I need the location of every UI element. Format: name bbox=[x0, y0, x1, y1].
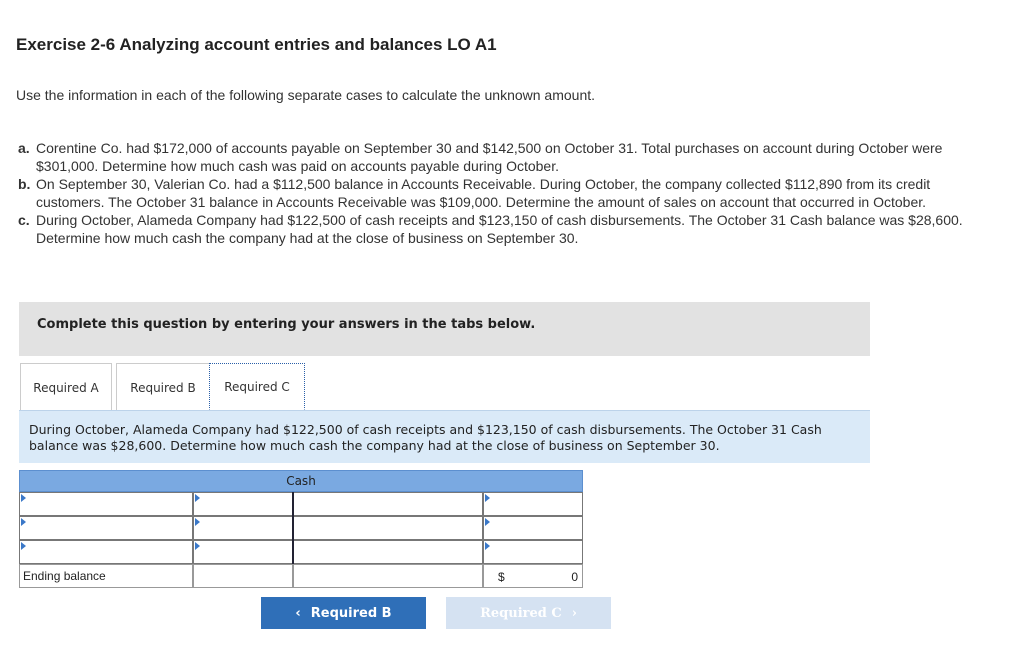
case-item bbox=[18, 175, 968, 211]
ending-balance-value bbox=[483, 564, 583, 588]
dropdown-icon bbox=[485, 542, 490, 550]
prev-required-b-button[interactable] bbox=[261, 597, 426, 629]
next-required-c-button[interactable] bbox=[446, 597, 611, 629]
ending-balance-row bbox=[19, 564, 583, 588]
instruction-text: Complete this question by entering your answers in the tabs below. bbox=[37, 317, 536, 332]
tab-required-a[interactable]: Required A bbox=[20, 363, 112, 411]
dropdown-icon bbox=[195, 494, 200, 502]
case-item bbox=[18, 211, 968, 247]
credit-label-input[interactable] bbox=[293, 516, 483, 540]
dropdown-icon bbox=[485, 518, 490, 526]
intro-text: Use the information in each of the following separate cases to calculate the unknown amount. bbox=[16, 87, 596, 103]
dropdown-icon bbox=[195, 542, 200, 550]
dropdown-icon bbox=[21, 518, 26, 526]
case-item bbox=[18, 139, 968, 175]
debit-label-input[interactable] bbox=[19, 516, 193, 540]
ending-credit-empty bbox=[293, 564, 483, 588]
ending-balance-label: Ending balance bbox=[19, 564, 193, 588]
debit-amount-input[interactable] bbox=[193, 540, 293, 564]
case-text: On September 30, Valerian Co. had a $112,500 balance in Accounts Receivable. During October, the company collected $112,890 from its credit customers. The October 31 balance in Accounts Receivable was $109,000. Determine the amount of sales on account that occurred in October. bbox=[36, 176, 931, 210]
debit-label-input[interactable] bbox=[19, 540, 193, 564]
case-label: a. bbox=[18, 140, 30, 156]
dropdown-icon bbox=[21, 542, 26, 550]
t-account-row bbox=[19, 540, 583, 564]
t-account-row bbox=[19, 516, 583, 540]
debit-amount-input[interactable] bbox=[193, 516, 293, 540]
t-account-divider bbox=[292, 492, 294, 516]
instruction-banner bbox=[19, 302, 870, 356]
t-account-divider bbox=[292, 540, 294, 564]
case-label: b. bbox=[18, 176, 31, 192]
ending-balance-amount: 0 bbox=[571, 570, 578, 584]
case-list bbox=[18, 139, 968, 247]
case-text: Corentine Co. had $172,000 of accounts payable on September 30 and $142,500 on October 31. Total purchases on account during October were $301,000. Determine how much cash was paid on accounts payable during October. bbox=[36, 140, 943, 174]
question-description: During October, Alameda Company had $122,500 of cash receipts and $123,150 of cash disbursements. The October 31 Cash balance was $28,600. Determine how much cash the company had at the close of business on September 30. bbox=[19, 410, 870, 463]
case-label: c. bbox=[18, 212, 30, 228]
case-text: During October, Alameda Company had $122,500 of cash receipts and $123,150 of cash disbursements. The October 31 Cash balance was $28,600. Determine how much cash the company had at the close of business on September 30. bbox=[36, 212, 963, 246]
t-account-header: Cash bbox=[19, 470, 583, 492]
dropdown-icon bbox=[21, 494, 26, 502]
credit-amount-input[interactable] bbox=[483, 492, 583, 516]
ending-debit-input[interactable] bbox=[193, 564, 293, 588]
next-button-label: Required C bbox=[480, 605, 562, 621]
debit-amount-input[interactable] bbox=[193, 492, 293, 516]
prev-button-label: Required B bbox=[310, 605, 392, 621]
currency-symbol: $ bbox=[498, 570, 505, 584]
dropdown-icon bbox=[195, 518, 200, 526]
tab-required-c[interactable]: Required C bbox=[209, 363, 305, 410]
page-title: Exercise 2-6 Analyzing account entries and balances LO A1 bbox=[16, 35, 497, 54]
credit-amount-input[interactable] bbox=[483, 516, 583, 540]
dropdown-icon bbox=[485, 494, 490, 502]
chevron-left-icon: ‹ bbox=[295, 605, 301, 621]
debit-label-input[interactable] bbox=[19, 492, 193, 516]
credit-label-input[interactable] bbox=[293, 540, 483, 564]
chevron-right-icon: › bbox=[571, 605, 577, 621]
credit-label-input[interactable] bbox=[293, 492, 483, 516]
credit-amount-input[interactable] bbox=[483, 540, 583, 564]
t-account-row bbox=[19, 492, 583, 516]
t-account-divider bbox=[292, 516, 294, 540]
tab-required-b[interactable]: Required B bbox=[116, 363, 210, 411]
cash-t-account bbox=[19, 470, 583, 588]
